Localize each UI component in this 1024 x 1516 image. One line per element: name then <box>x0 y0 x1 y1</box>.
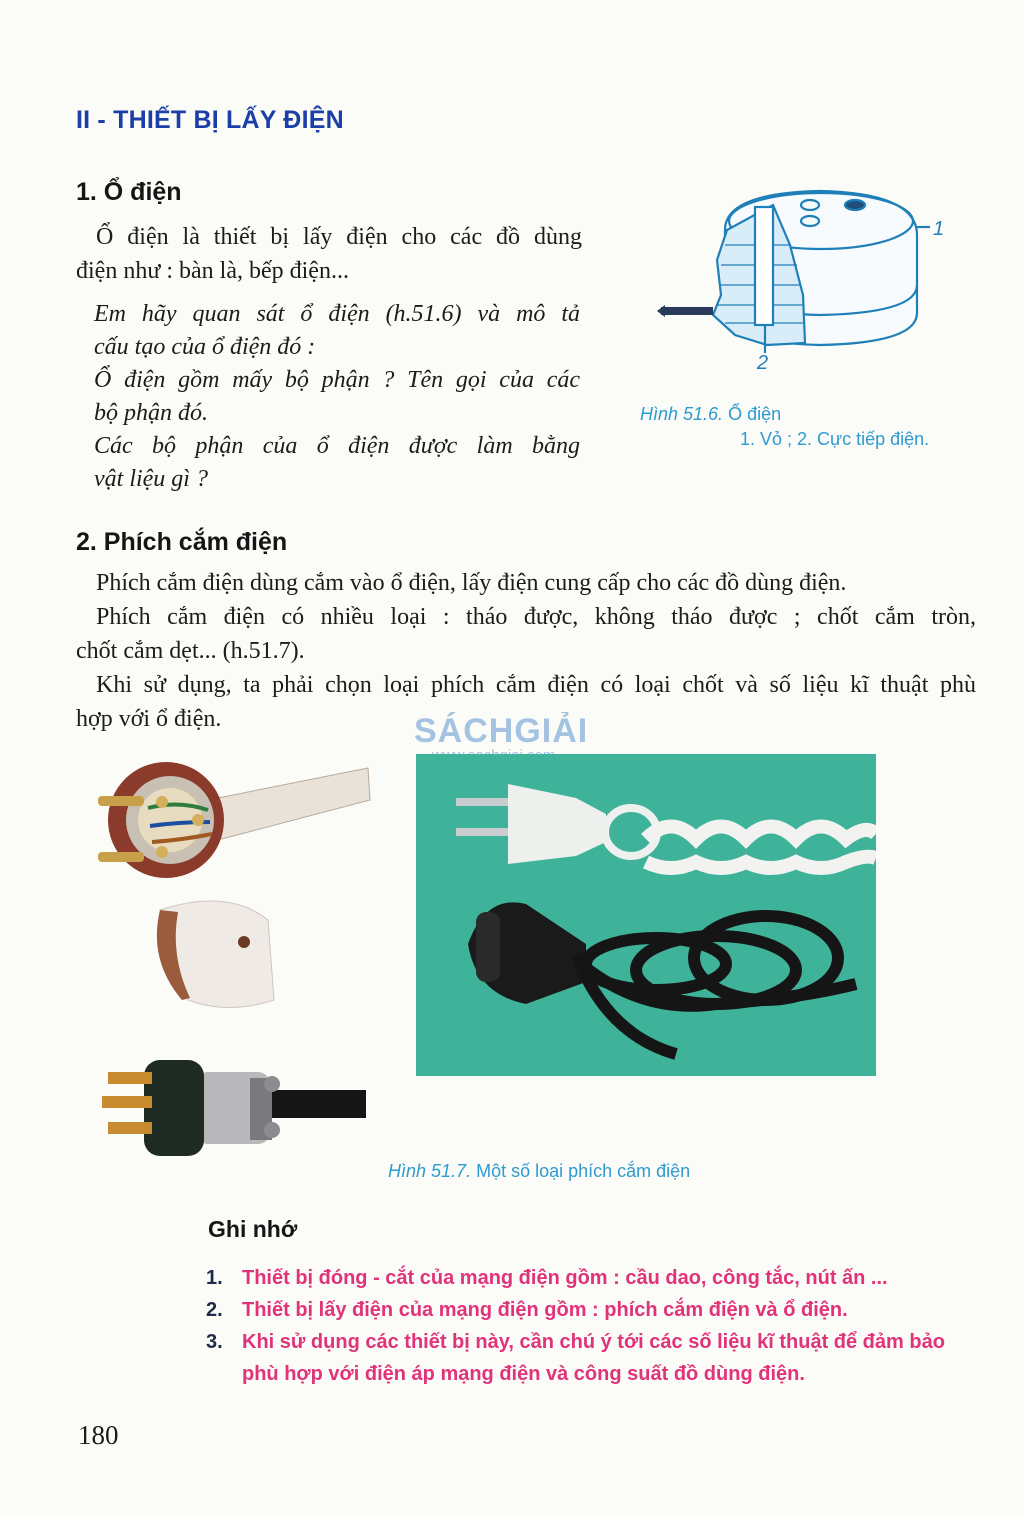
note-number: 1. <box>206 1267 223 1289</box>
note-text: phù hợp với điện áp mạng điện và công suất đồ dùng điện. <box>242 1363 805 1385</box>
note-item-continued <box>206 1358 996 1390</box>
note-item <box>206 1262 996 1294</box>
part2-para3-line1: Khi sử dụng, ta phải chọn loại phích cắm điện có loại chốt và số liệu kĩ thuật phù <box>96 672 976 698</box>
note-number: 2. <box>206 1299 223 1321</box>
figure-label-1: 1 <box>933 218 945 240</box>
ghi-nho-list <box>206 1262 996 1390</box>
plug-body-icon <box>157 901 274 1007</box>
note-number: 3. <box>206 1331 223 1353</box>
socket-illustration <box>655 185 955 375</box>
section-heading: II - THIẾT BỊ LẤY ĐIỆN <box>76 106 344 134</box>
part1-intro-line: Ổ điện là thiết bị lấy điện cho các đồ dùng <box>96 224 582 250</box>
question-line: Em hãy quan sát ổ điện (h.51.6) và mô tả <box>94 301 580 327</box>
note-text: Thiết bị đóng - cắt của mạng điện gồm : cầu dao, công tắc, nút ấn ... <box>242 1267 888 1289</box>
figure-51-7-caption <box>388 1161 690 1182</box>
question-line: cấu tạo của ổ điện đó : <box>94 334 316 360</box>
part2-body <box>76 566 976 736</box>
part1-intro <box>76 220 582 288</box>
round-pin-plug-icon <box>98 762 370 878</box>
watermark-main: SÁCHGIẢI <box>414 712 589 750</box>
caption-number: Hình 51.7. <box>388 1161 472 1181</box>
ghi-nho-title: Ghi nhớ <box>208 1216 298 1242</box>
plugs-photo <box>416 754 876 1076</box>
note-text: Thiết bị lấy điện của mạng điện gồm : phích cắm điện và ổ điện. <box>242 1299 848 1321</box>
plug-illustrations <box>78 760 378 1180</box>
figure-51-6-caption <box>640 404 781 425</box>
caption-number: Hình 51.6. <box>640 404 724 424</box>
note-item <box>206 1326 996 1358</box>
part2-para2-line2: chốt cắm dẹt... (h.51.7). <box>76 638 305 664</box>
note-item <box>206 1294 996 1326</box>
page-number: 180 <box>78 1420 119 1450</box>
part2-para2-line1: Phích cắm điện có nhiều loại : tháo được, không tháo được ; chốt cắm tròn, <box>96 604 976 630</box>
flat-pin-plug-icon <box>102 1060 366 1156</box>
part2-para3-line2: hợp với ổ điện. <box>76 706 222 732</box>
note-text: Khi sử dụng các thiết bị này, cần chú ý tới các số liệu kĩ thuật để đảm bảo <box>242 1331 945 1353</box>
question-line: Ổ điện gồm mấy bộ phận ? Tên gọi của các <box>94 367 580 393</box>
part2-para1: Phích cắm điện dùng cắm vào ổ điện, lấy điện cung cấp cho các đồ dùng điện. <box>96 570 847 596</box>
part1-title: 1. Ổ điện <box>76 178 182 206</box>
figure-label-2: 2 <box>757 352 769 374</box>
part1-question <box>94 298 580 496</box>
figure-51-6-caption-sub: 1. Vỏ ; 2. Cực tiếp điện. <box>740 429 930 449</box>
question-line: vật liệu gì ? <box>94 466 208 492</box>
caption-title: Một số loại phích cắm điện <box>476 1161 691 1181</box>
part1-intro-line: điện như : bàn là, bếp điện... <box>76 258 349 284</box>
part2-title: 2. Phích cắm điện <box>76 528 288 556</box>
question-line: bộ phận đó. <box>94 400 208 426</box>
question-line: Các bộ phận của ổ điện được làm bằng <box>94 433 580 459</box>
caption-title: Ổ điện <box>728 404 782 424</box>
